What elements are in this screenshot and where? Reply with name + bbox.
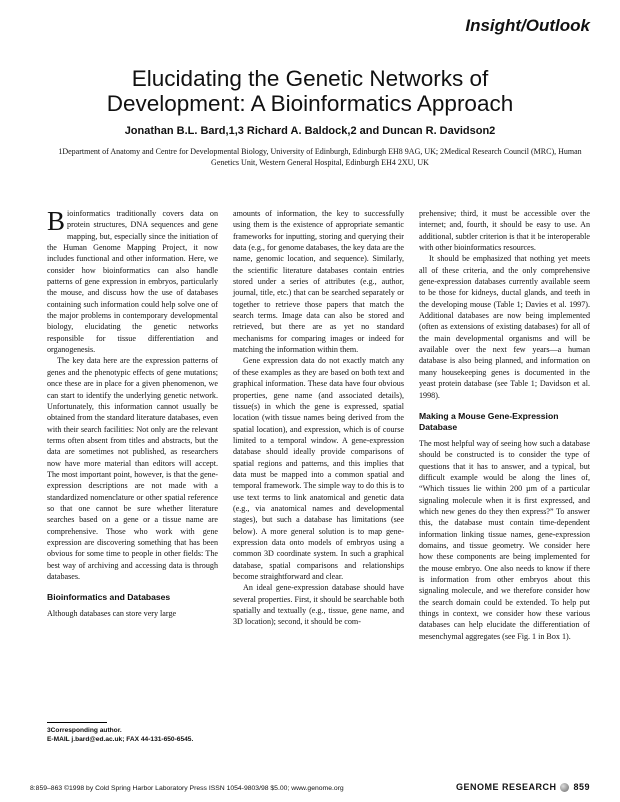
paragraph: An ideal gene-expression database should have several properties. First, it should be searchable both spatially and textually (e.g., tissue, gene name, and 3D location); second, it should be com- [233, 583, 404, 627]
column-3 [419, 208, 590, 642]
paragraph: amounts of information, the key to successfully using them is the existence of appropriate semantic frameworks for inputting, storing and querying their data (e.g., for genome databases, the key data are the name, genomic location, and sequence). Similarly, the scientific literature databases contain entries stored under a series of attributes (e.g., author, journal, title, etc.) that can be searched separately or together to retrieve those papers that match the search terms. Image data can also be stored and retrieved, but there are as yet no standard mechanisms for comparing images or indeed for matching the information within them. [233, 209, 405, 355]
page-number: 859 [573, 782, 590, 792]
footer-citation: 8:859–863 ©1998 by Cold Spring Harbor Laboratory Press ISSN 1054-9803/98 $5.00; www.genome.org [30, 785, 344, 792]
contact-info: E-MAIL j.bard@ed.ac.uk; FAX 44-131-650-6545. [47, 735, 194, 743]
paragraph: The most helpful way of seeing how such a database should be constructed is to consider the type of questions that it has to answer, and a typical, but difficult example would be along the lines of, “Which tissues lie within 200 µm of a particular signaling molecule when it is first expressed, and which new genes do they then express?” To answer this, the database must contain time-dependent information linking tissue names, gene-expression domains, and tissue geometry. We consider here how these components are being implemented for the mouse embryo. One also needs to know if there is information from other embryos about this signaling molecule, and we therefore consider how the search domain could be extended. To help put things in context, we consider how these various databases can help elucidate the differentiation of mesenchymal aggregates (see Fig. 1 in Box 1). [419, 438, 590, 641]
column-2 [233, 208, 404, 628]
journal-name: GENOME RESEARCH [455, 782, 557, 792]
footnote-rule [47, 722, 107, 723]
column-1 [47, 208, 218, 620]
journal-logo-icon [560, 783, 569, 792]
author-list: Jonathan B.L. Bard,1,3 Richard A. Baldock,2 and Duncan R. Davidson2 [124, 125, 496, 137]
affiliations: 1Department of Anatomy and Centre for Developmental Biology, University of Edinburgh, Edinburgh EH8 9AG, UK; 2Medical Research Council (MRC), Human Genetics Unit, Western General Hospital, Edinburgh EH4 2XU, UK [58, 147, 582, 167]
section-heading: Bioinformatics and Databases [47, 592, 171, 603]
paragraph: prehensive; third, it must be accessible over the internet; and, fourth, it should be easy to use. An additional, subtler criterion is that it be interoperable with other bioinformatics resources. [419, 209, 590, 253]
paragraph: The key data here are the expression patterns of genes and the phenotypic effects of gene mutations; once these are in place for a given phenomenon, we can start to identify the underlying genetic network. Unfortunately, this information cannot usually be obtained from the standard literature databases, even with their search facilities: Not only are the relevant terms often absent from titles and abstracts, but the data are sometimes not published, as researchers now have more material than editors will accept. The most important point, however, is that the gene-expression descriptions are not made with a standardized nomenclature or other spatial reference so that one cannot be sure whether literature searches based on a gene or a tissue name are comprehensive. Those who work with gene expression are discovering something that has been obvious for some time to people in other fields: The best way of archiving and accessing data is through databases. [47, 356, 218, 581]
section-tag: Insight/Outlook [465, 16, 590, 35]
paragraph-text: ioinformatics traditionally covers data on protein structures, DNA sequences and gene mapping, but, especially since the initiation of the Human Genome Mapping Project, it now includes functional and other information. Here, we consider how bioinformatics can also handle patterns of gene expression in embryos, particularly the mouse, and discuss how the use of databases containing such information could help solve one of the major problems in contemporary developmental biology, elucidating the genetic networks responsible for tissue differentiation and organogenesis. [47, 209, 218, 355]
paragraph: It should be emphasized that nothing yet meets all of these criteria, and the only comprehensive gene-expression databases currently available seem to be those for kidneys, ductal glands, and teeth in the developing mouse (Table 1; Davies et al. 1997). Additional databases are now being implemented (often as extensions of existing databases) for all of the main developmental organisms and will be available over the next few years—a human database is also being planned, and information on many housekeeping genes is documented in the yeast protein database (see Table 1; Davidson et al. 1998). [419, 254, 590, 400]
correspondence-note [47, 727, 227, 744]
section-heading: Making a Mouse Gene-Expression Database [419, 410, 559, 432]
article-title [0, 66, 620, 116]
paragraph [47, 208, 218, 355]
drop-cap: B [47, 206, 66, 236]
corresponding-author: 3Corresponding author. [47, 727, 122, 734]
paragraph: Although databases can store very large [47, 609, 177, 619]
title-line-1: Elucidating the Genetic Networks of [131, 66, 489, 91]
title-line-2: Development: A Bioinformatics Approach [106, 91, 514, 116]
footer-journal [456, 782, 590, 792]
paragraph: Gene expression data do not exactly match any of these examples as they are based on both text and graphical information. These data have four obvious properties, gene name (and associated details), tissue(s) in which the gene is expressed, spatial location (with tissue names being derived from the spatial location), and expression, which is of course limited to a temporal window. A gene-expression database should ideally provide comparisons of spatial regions and patterns, and this implies that data must be mapped into a common spatial and temporal framework. The simple way to do this is to use text terms to link anatomical and genetic data (e.g., via anatomical names and developmental stages), but such a database has limitations (see below). A more general solution is to map gene-expression data onto models of embryos using a common 3D coordinate system. In such a graphical database, spatial comparisons and relationships become straightforward and clear. [233, 356, 404, 581]
